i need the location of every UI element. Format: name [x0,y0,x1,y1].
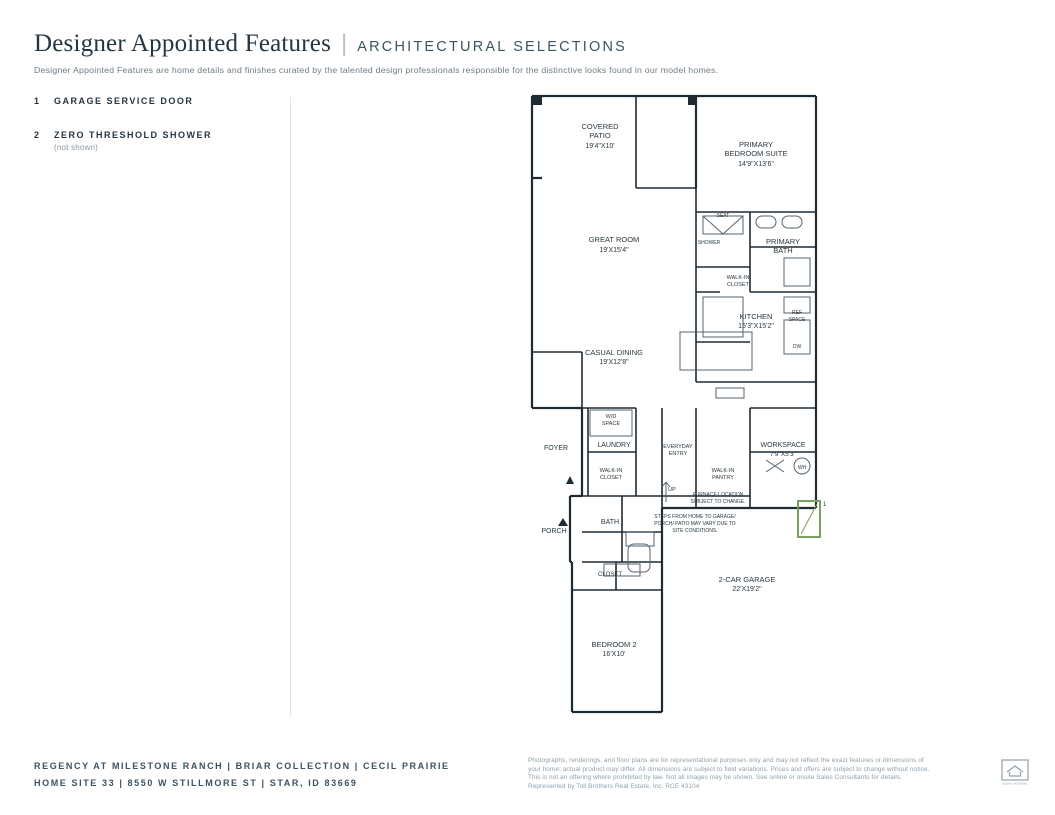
svg-text:1: 1 [823,502,827,508]
footer-community-info [34,758,504,792]
svg-text:CLOSET: CLOSET [726,282,750,288]
list-item [34,96,284,106]
svg-text:W/D: W/D [605,414,617,420]
feature-label: ZERO THRESHOLD SHOWER [54,130,213,140]
list-item [34,130,284,152]
svg-text:FURNACE LOCATION: FURNACE LOCATION [692,492,744,498]
svg-text:PRIMARY: PRIMARY [765,237,801,246]
svg-text:WALK-IN: WALK-IN [599,468,623,474]
feature-list [34,96,284,176]
equal-housing-opportunity-icon [1000,758,1030,786]
page-title: Designer Appointed Features [34,30,332,57]
svg-text:WALK-IN: WALK-IN [726,275,750,281]
svg-text:UP: UP [668,487,676,493]
svg-text:SEAT: SEAT [716,213,730,219]
vertical-divider [290,97,291,717]
svg-text:COVERED: COVERED [581,122,619,131]
svg-text:BATH: BATH [600,519,620,526]
svg-text:CLOSET: CLOSET [599,475,623,481]
svg-text:ENTRY: ENTRY [668,451,688,457]
page-header [34,30,1014,75]
svg-text:BATH: BATH [773,246,793,255]
svg-text:SITE CONDITIONS.: SITE CONDITIONS. [672,528,718,534]
svg-text:STEPS FROM HOME TO GARAGE/: STEPS FROM HOME TO GARAGE/ [654,514,736,520]
svg-text:EVERYDAY: EVERYDAY [663,444,693,450]
feature-note: (not shown) [54,143,98,152]
footer-disclaimer [528,757,998,791]
svg-text:15'3"X15'2": 15'3"X15'2" [738,323,774,330]
svg-text:CASUAL DINING: CASUAL DINING [584,348,644,357]
svg-text:PORCH: PORCH [541,528,567,535]
svg-text:GREAT ROOM: GREAT ROOM [588,235,640,244]
page-description: Designer Appointed Features are home details and finishes curated by the talented design professionals responsible for the distinctive looks found in our model homes. [34,65,719,75]
svg-text:WORKSPACE: WORKSPACE [760,442,806,449]
svg-text:WH: WH [797,465,807,471]
svg-text:7'9"X5'3": 7'9"X5'3" [770,451,796,458]
footer-line-1: REGENCY AT MILESTONE RANCH | BRIAR COLLECTION | CECIL PRAIRIE [34,761,450,771]
svg-text:WALK-IN: WALK-IN [711,468,735,474]
svg-text:REF: REF [792,310,802,316]
feature-body [54,130,212,152]
svg-text:BEDROOM 2: BEDROOM 2 [591,640,637,649]
feature-number: 2 [34,130,40,140]
disclaimer-line-3: This is not an offering where prohibited by law. Not all images may be shown. See online or onsite Sales Consultants for details. [528,774,903,782]
svg-text:16'X10': 16'X10' [602,651,626,658]
svg-text:SPACE: SPACE [601,421,621,427]
disclaimer-line-2: your home; actual product may differ. All dimensions are subject to field variations. Prices and offers are subject to change without notice. [528,765,930,773]
svg-text:19'X12'8": 19'X12'8" [599,359,629,366]
svg-text:SHOWER: SHOWER [697,240,721,246]
svg-text:KITCHEN: KITCHEN [739,312,773,321]
svg-text:FOYER: FOYER [543,445,569,452]
svg-text:SUBJECT TO CHANGE.: SUBJECT TO CHANGE. [690,499,746,505]
title-row [34,30,1014,58]
svg-text:EQUAL HOUSING: EQUAL HOUSING [1002,781,1028,786]
feature-body [54,96,193,106]
svg-text:PORCH/ PATIO MAY VARY DUE TO: PORCH/ PATIO MAY VARY DUE TO [654,521,736,527]
feature-label: GARAGE SERVICE DOOR [54,96,194,106]
svg-text:DW: DW [792,344,802,350]
title-separator: | [341,30,348,57]
floorplan-diagram [520,92,840,722]
svg-text:19'4"X10': 19'4"X10' [585,143,615,150]
svg-text:LAUNDRY: LAUNDRY [597,442,631,449]
svg-text:PANTRY: PANTRY [712,475,734,481]
svg-text:19'X15'4": 19'X15'4" [599,247,629,254]
disclaimer-line-4: Represented by Toll Brothers Real Estate, Inc. RCE 43104 [528,782,700,790]
svg-text:PRIMARY: PRIMARY [738,140,774,149]
svg-text:22'X19'2": 22'X19'2" [732,586,762,593]
svg-text:14'9"X13'6": 14'9"X13'6" [738,161,774,168]
footer-line-2: HOME SITE 33 | 8550 W STILLMORE ST | STAR, ID 83669 [34,778,358,788]
svg-text:2-CAR GARAGE: 2-CAR GARAGE [718,575,776,584]
page-subtitle-heading: ARCHITECTURAL SELECTIONS [357,39,628,55]
svg-text:BEDROOM SUITE: BEDROOM SUITE [724,149,788,158]
disclaimer-line-1: Photographs, renderings, and floor plans are for representational purposes only and may not reflect the exact features or dimensions of [528,757,924,764]
svg-text:SPACE: SPACE [788,317,806,323]
svg-text:PATIO: PATIO [589,131,611,140]
feature-number: 1 [34,96,40,106]
svg-text:CLOSET: CLOSET [597,572,623,578]
